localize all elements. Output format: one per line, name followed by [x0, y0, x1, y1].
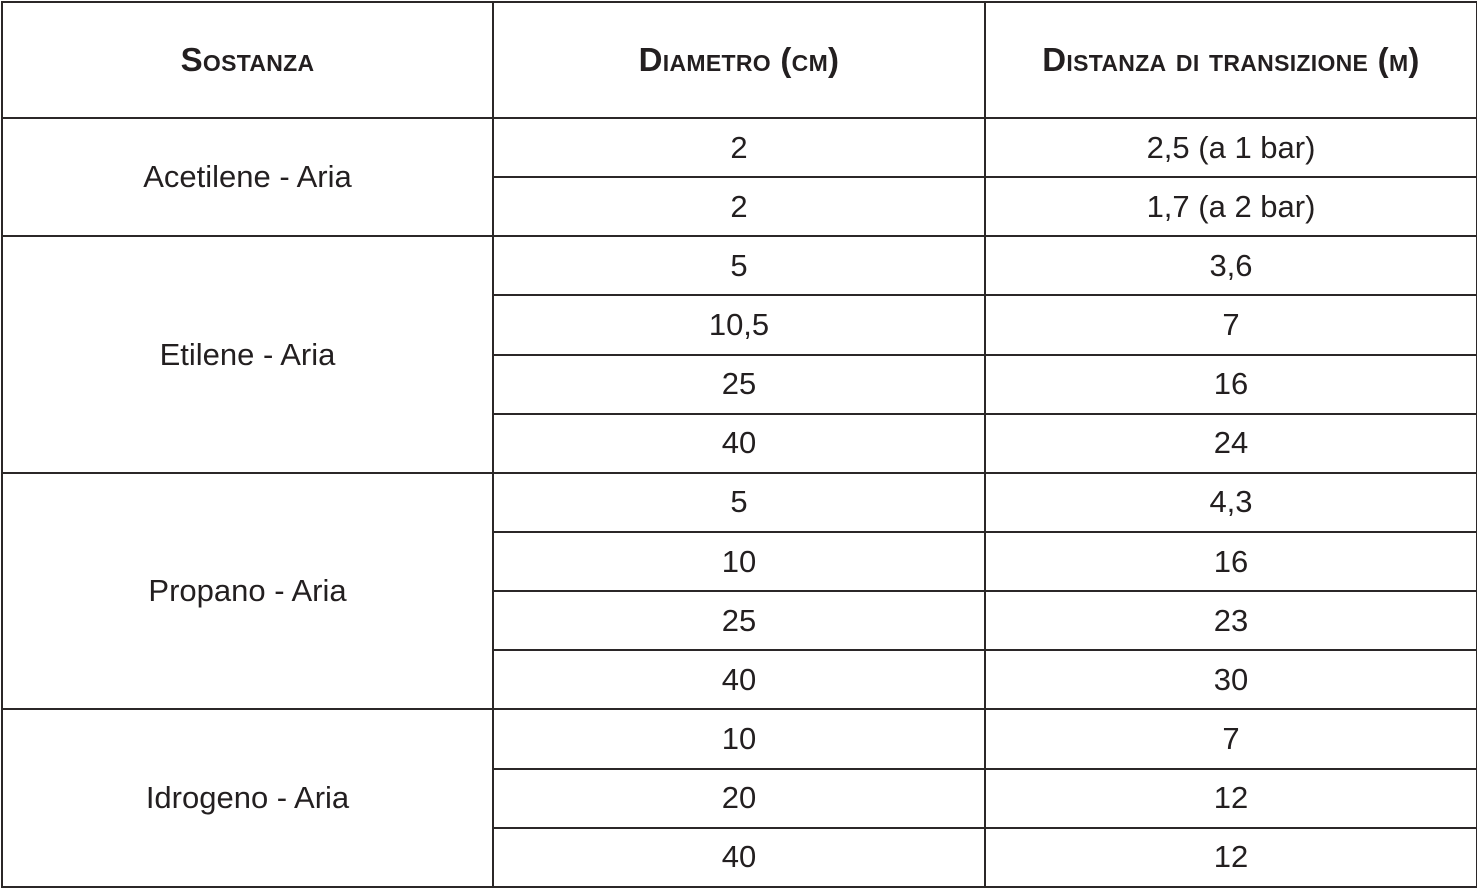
- distance-cell: 12: [985, 769, 1477, 828]
- table-container: [1, 1, 1476, 888]
- distance-cell: 2,5 (a 1 bar): [985, 118, 1477, 177]
- distance-cell: 24: [985, 414, 1477, 473]
- diameter-cell: 40: [493, 828, 985, 887]
- diameter-cell: 40: [493, 414, 985, 473]
- distance-cell: 12: [985, 828, 1477, 887]
- distance-cell: 23: [985, 591, 1477, 650]
- diameter-cell: 2: [493, 177, 985, 236]
- distance-cell: 16: [985, 532, 1477, 591]
- distance-cell: 30: [985, 650, 1477, 709]
- distance-cell: 4,3: [985, 473, 1477, 532]
- header-substance: Sostanza: [2, 2, 493, 118]
- distance-cell: 7: [985, 709, 1477, 768]
- distance-cell: 1,7 (a 2 bar): [985, 177, 1477, 236]
- diameter-cell: 40: [493, 650, 985, 709]
- diameter-cell: 10,5: [493, 295, 985, 354]
- diameter-cell: 5: [493, 473, 985, 532]
- diameter-cell: 5: [493, 236, 985, 295]
- distance-cell: 16: [985, 355, 1477, 414]
- header-distance: Distanza di transizione (m): [985, 2, 1477, 118]
- substance-cell: Idrogeno - Aria: [2, 709, 493, 887]
- table-row: [2, 473, 1477, 532]
- diameter-cell: 2: [493, 118, 985, 177]
- diameter-cell: 10: [493, 709, 985, 768]
- transition-distance-table: [1, 1, 1477, 888]
- diameter-cell: 25: [493, 355, 985, 414]
- table-row: [2, 236, 1477, 295]
- substance-cell: Acetilene - Aria: [2, 118, 493, 236]
- substance-cell: Etilene - Aria: [2, 236, 493, 473]
- table-row: [2, 709, 1477, 768]
- distance-cell: 7: [985, 295, 1477, 354]
- distance-cell: 3,6: [985, 236, 1477, 295]
- table-row: [2, 118, 1477, 177]
- diameter-cell: 20: [493, 769, 985, 828]
- header-diameter: Diametro (cm): [493, 2, 985, 118]
- substance-cell: Propano - Aria: [2, 473, 493, 710]
- diameter-cell: 25: [493, 591, 985, 650]
- diameter-cell: 10: [493, 532, 985, 591]
- header-row: [2, 2, 1477, 118]
